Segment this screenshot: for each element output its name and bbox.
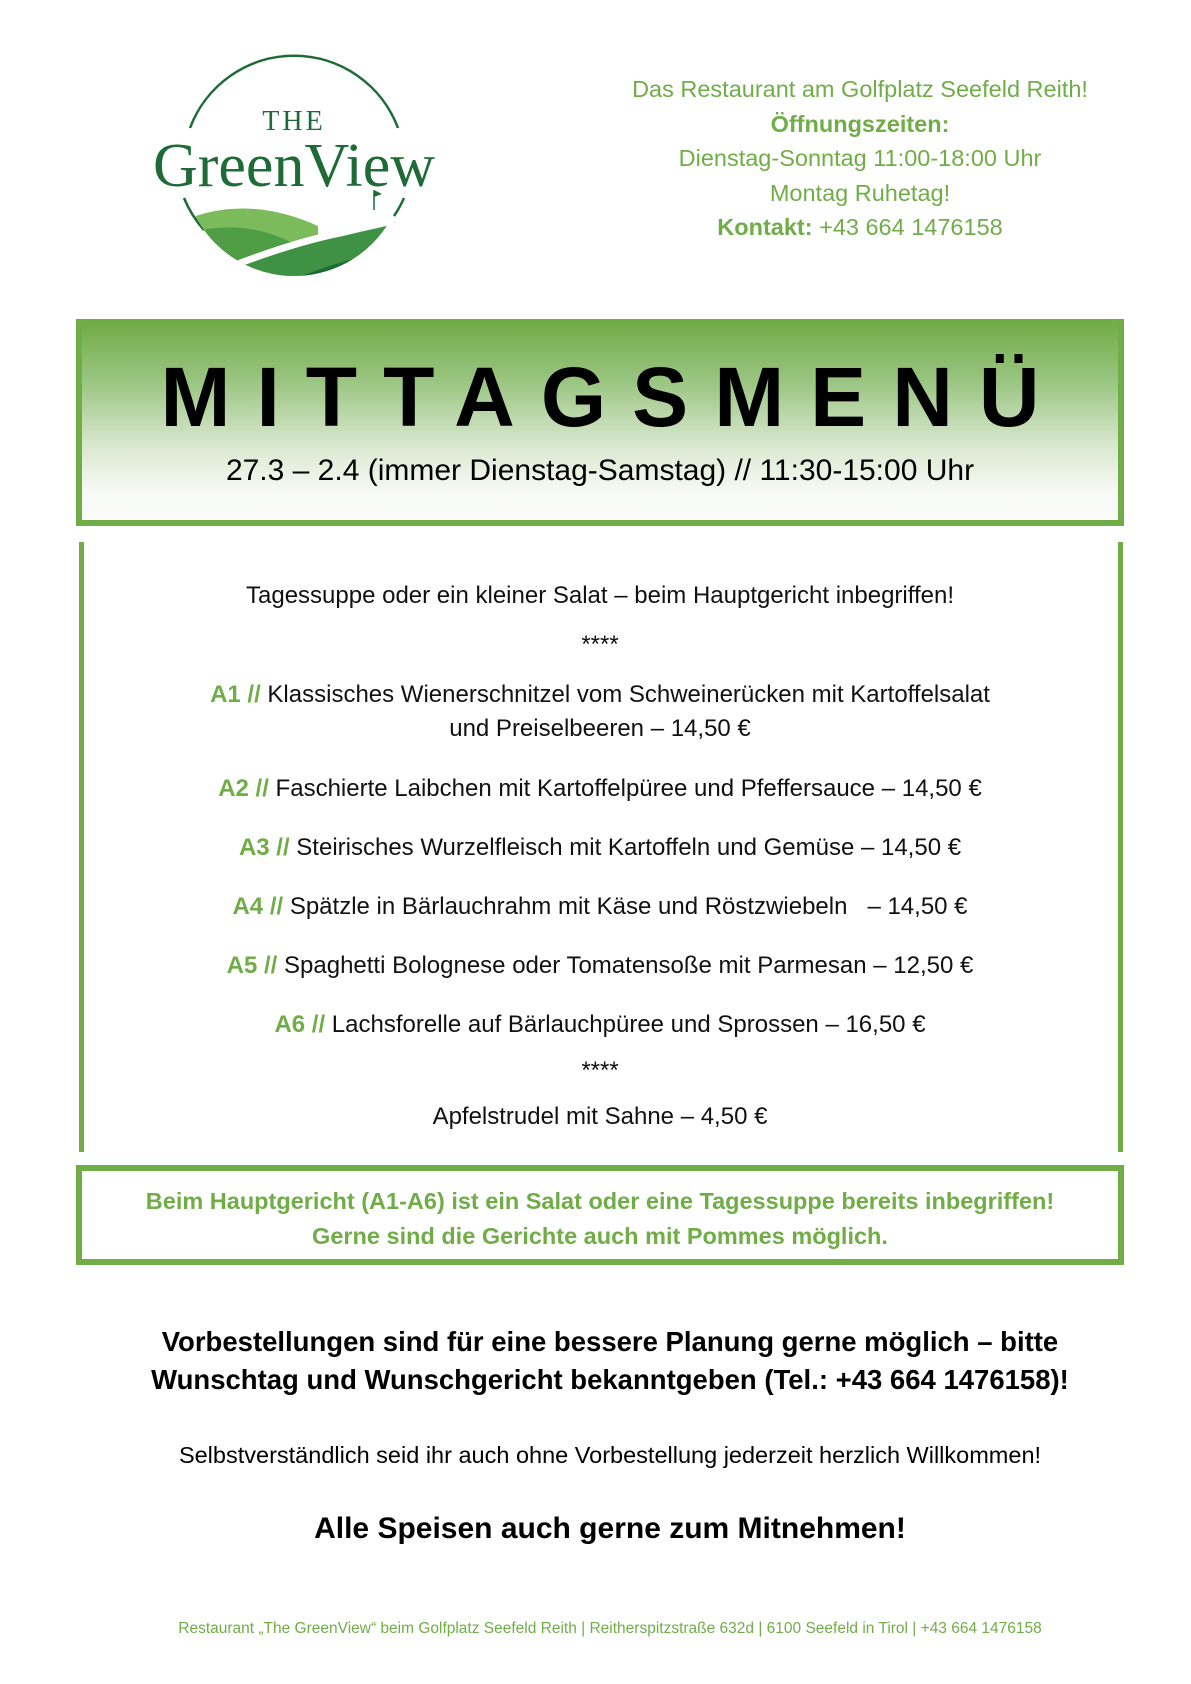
contact-line xyxy=(600,210,1120,245)
opening-hours: Dienstag-Sonntag 11:00-18:00 Uhr xyxy=(678,145,1042,171)
preorder-line-2: Wunschtag und Wunschgericht bekanntgeben (Tel.: +43 664 1476158)! xyxy=(151,1364,1069,1395)
notice-line-1: Beim Hauptgericht (A1-A6) ist ein Salat oder eine Tagessuppe bereits inbegriffen! xyxy=(145,1188,1055,1214)
item-text-cont: und Preiselbeeren – 14,50 € xyxy=(449,715,751,742)
notice-text xyxy=(82,1184,1118,1254)
separator: **** xyxy=(581,631,619,658)
greenview-logo-icon xyxy=(118,40,478,280)
contact-label: Kontakt: xyxy=(717,214,813,240)
menu-item-a2 xyxy=(100,772,1100,806)
right-divider xyxy=(1118,542,1123,1152)
footer-address: Restaurant „The GreenView“ beim Golfplatz Seefeld Reith | Reitherspitzstraße 632d | 6100 Seefeld in Tirol | +43 664 1476158 xyxy=(178,1620,1042,1637)
item-code: A3 // xyxy=(238,834,290,861)
item-code: A6 // xyxy=(274,1011,326,1038)
contact-phone[interactable]: +43 664 1476158 xyxy=(812,214,1003,240)
preorder-notice xyxy=(80,1323,1140,1399)
svg-text:THE: THE xyxy=(262,106,326,137)
item-text: Klassisches Wienerschnitzel vom Schweinerücken mit Kartoffelsalat xyxy=(260,681,990,708)
left-divider xyxy=(79,542,84,1152)
menu-item-a1 xyxy=(100,678,1100,746)
item-text: Spätzle in Bärlauchrahm mit Käse und Röstzwiebeln – 14,50 € xyxy=(283,893,968,920)
item-text: Steirisches Wurzelfleisch mit Kartoffeln und Gemüse – 14,50 € xyxy=(289,834,962,861)
closed-day: Montag Ruhetag! xyxy=(769,179,951,206)
dessert-item: Apfelstrudel mit Sahne – 4,50 € xyxy=(432,1103,768,1130)
item-text: Spaghetti Bolognese oder Tomatensoße mit Parmesan – 12,50 € xyxy=(277,952,974,979)
logo xyxy=(118,40,478,280)
item-code: A2 // xyxy=(218,775,269,802)
item-code: A4 // xyxy=(232,893,284,920)
tagline: Das Restaurant am Golfplatz Seefeld Reith! xyxy=(632,76,1088,102)
menu-dates: 27.3 – 2.4 (immer Dienstag-Samstag) // 11:30-15:00 Uhr xyxy=(225,454,975,487)
item-text: Faschierte Laibchen mit Kartoffelpüree und Pfeffersauce – 14,50 € xyxy=(268,775,982,802)
hours-label: Öffnungszeiten: xyxy=(770,110,950,137)
menu-item-a6 xyxy=(100,1008,1100,1042)
notice-line-2: Gerne sind die Gerichte auch mit Pommes möglich. xyxy=(312,1223,888,1249)
contact-info xyxy=(600,72,1120,245)
menu-item-a5 xyxy=(100,949,1100,983)
menu-item-a4 xyxy=(100,890,1100,924)
separator: **** xyxy=(581,1057,619,1084)
takeaway-text: Alle Speisen auch gerne zum Mitnehmen! xyxy=(314,1512,906,1545)
welcome-text: Selbstverständlich seid ihr auch ohne Vorbestellung jederzeit herzlich Willkommen! xyxy=(178,1442,1042,1468)
svg-text:GreenView: GreenView xyxy=(152,132,436,200)
menu-intro: Tagessuppe oder ein kleiner Salat – beim Hauptgericht inbegriffen! xyxy=(246,582,954,609)
preorder-line-1: Vorbestellungen sind für eine bessere Planung gerne möglich – bitte xyxy=(161,1326,1059,1357)
item-text: Lachsforelle auf Bärlauchpüree und Sprossen – 16,50 € xyxy=(325,1011,926,1038)
notice-box xyxy=(76,1165,1124,1265)
item-code: A5 // xyxy=(226,952,278,979)
item-code: A1 // xyxy=(210,681,261,708)
menu-item-a3 xyxy=(100,831,1100,865)
menu-header-box xyxy=(76,319,1124,526)
page-title: MITTAGSMENÜ xyxy=(160,350,1066,444)
